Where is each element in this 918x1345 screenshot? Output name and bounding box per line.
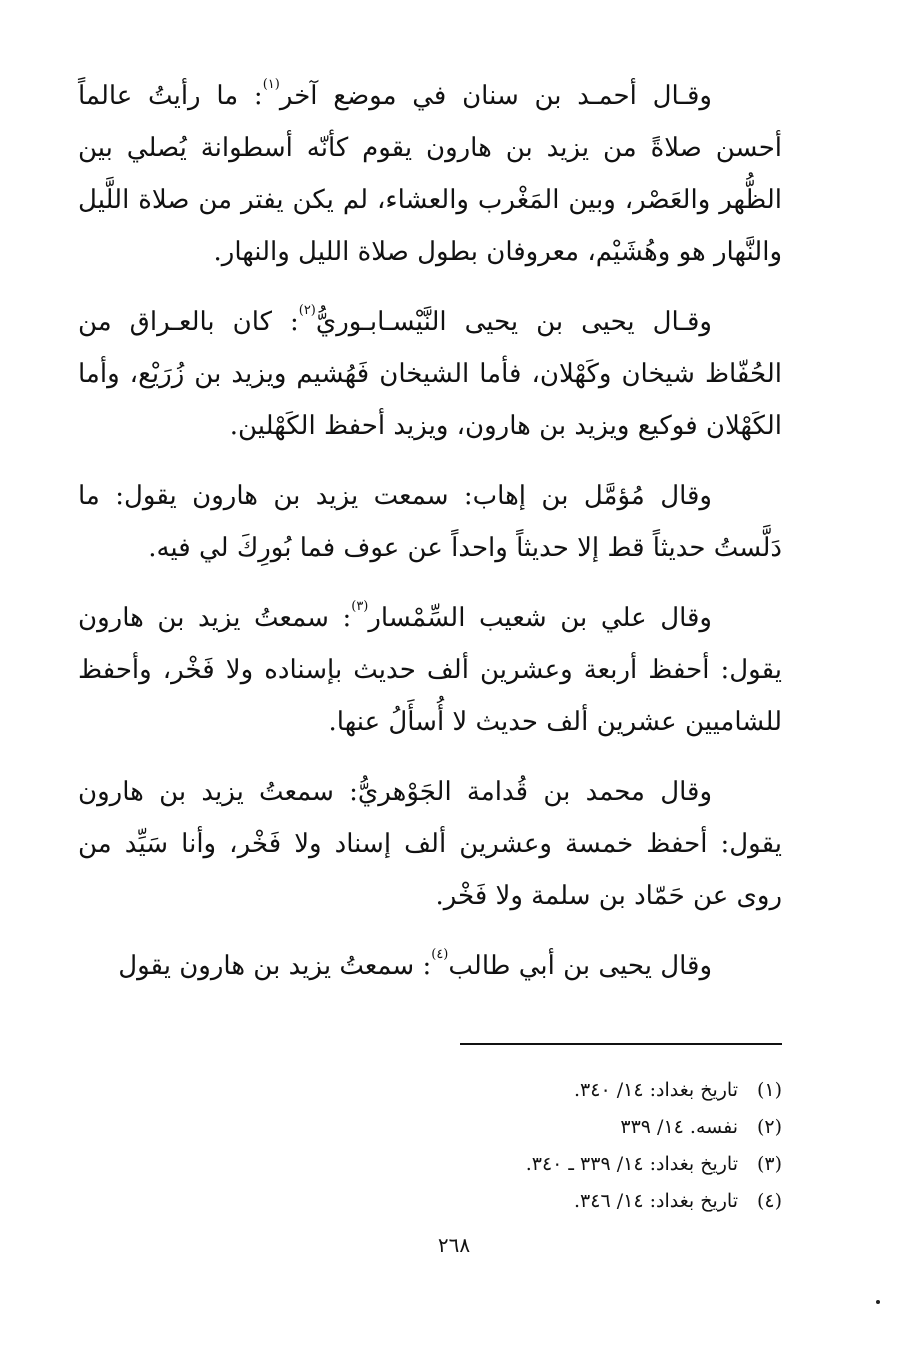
paragraph-text: وقال علي بن شعيب السِّمْسار xyxy=(368,603,712,633)
paragraph-text: : كان بالعـراق من الحُفّاظ شيخان وكَهْلان، فأما الشيخان فَهُشيم ويزيد بن زُرَيْع، وأما الكَهْلان فوكيع ويزيد بن هارون، ويزيد أحفظ الكَهْلين. xyxy=(78,307,782,441)
paragraph-text: : سمعتُ يزيد بن هارون يقول: أحفظ أربعة وعشرين ألف حديث بإسناده ولا فَخْر، وأحفظ للشاميين عشرين ألف حديث لا أُسأَلُ عنها. xyxy=(78,603,782,737)
paragraph-text: وقـال يحيى بن يحيى النَّيْسـابـوريُّ xyxy=(315,307,712,337)
footnote-text: تاريخ بغداد: ١٤/ ٣٣٩ ـ ٣٤٠. xyxy=(525,1153,738,1175)
footnote-divider xyxy=(460,1043,782,1045)
footnote-item xyxy=(526,1072,782,1109)
footnote-number: (٣) xyxy=(756,1153,782,1175)
footnote-item xyxy=(526,1183,782,1220)
paragraph-text: وقـال أحمـد بن سنان في موضع آخر xyxy=(279,81,712,111)
scan-speck xyxy=(876,1300,880,1304)
paragraph-text: وقال يحيى بن أبي طالب xyxy=(448,951,712,981)
footnote-item xyxy=(526,1146,782,1183)
footnote-number: (٤) xyxy=(756,1190,782,1212)
paragraph-2 xyxy=(78,296,782,452)
paragraph-5 xyxy=(78,766,782,922)
footnote-ref: (٤) xyxy=(431,947,449,962)
footnote-ref: (٣) xyxy=(351,599,369,614)
footnote-text: تاريخ بغداد: ١٤/ ٣٤٦. xyxy=(574,1190,738,1212)
footnote-item xyxy=(526,1109,782,1146)
footnote-text: نفسه. ١٤/ ٣٣٩ xyxy=(620,1116,738,1138)
footnote-ref: (١) xyxy=(262,77,280,92)
paragraph-text: وقال محمد بن قُدامة الجَوْهريُّ: سمعتُ يزيد بن هارون يقول: أحفظ خمسة وعشرين ألف إسناد ولا فَخْر، وأنا سَيِّد من روى عن حَمّاد بن سلمة ولا فَخْر. xyxy=(78,777,782,911)
paragraph-4 xyxy=(78,592,782,748)
paragraph-3 xyxy=(78,470,782,574)
footnote-text: تاريخ بغداد: ١٤/ ٣٤٠. xyxy=(574,1079,738,1101)
paragraph-1 xyxy=(78,70,782,278)
paragraph-6 xyxy=(78,940,782,992)
footnote-number: (٢) xyxy=(756,1116,782,1138)
page-number: ٢٦٨ xyxy=(437,1233,471,1257)
paragraph-text: : سمعتُ يزيد بن هارون يقول xyxy=(118,951,432,981)
paragraph-text: وقال مُؤمَّل بن إهاب: سمعت يزيد بن هارون يقول: ما دَلَّستُ حديثاً قط إلا حديثاً واحداً عن عوف فما بُورِكَ لي فيه. xyxy=(78,481,782,563)
footnotes xyxy=(526,1072,782,1220)
paragraph-text: : ما رأيتُ عالماً أحسن صلاةً من يزيد بن هارون يقوم كأنّه أسطوانة يُصلي بين الظُّهر والعَصْر، وبين المَغْرب والعشاء، لم يكن يفتر من صلاة اللَّيل والنَّهار هو وهُشَيْم، معروفان بطول صلاة الليل والنهار. xyxy=(78,81,782,267)
page-body xyxy=(78,70,782,1010)
footnote-number: (١) xyxy=(756,1079,782,1101)
footnote-ref: (٢) xyxy=(298,303,316,318)
